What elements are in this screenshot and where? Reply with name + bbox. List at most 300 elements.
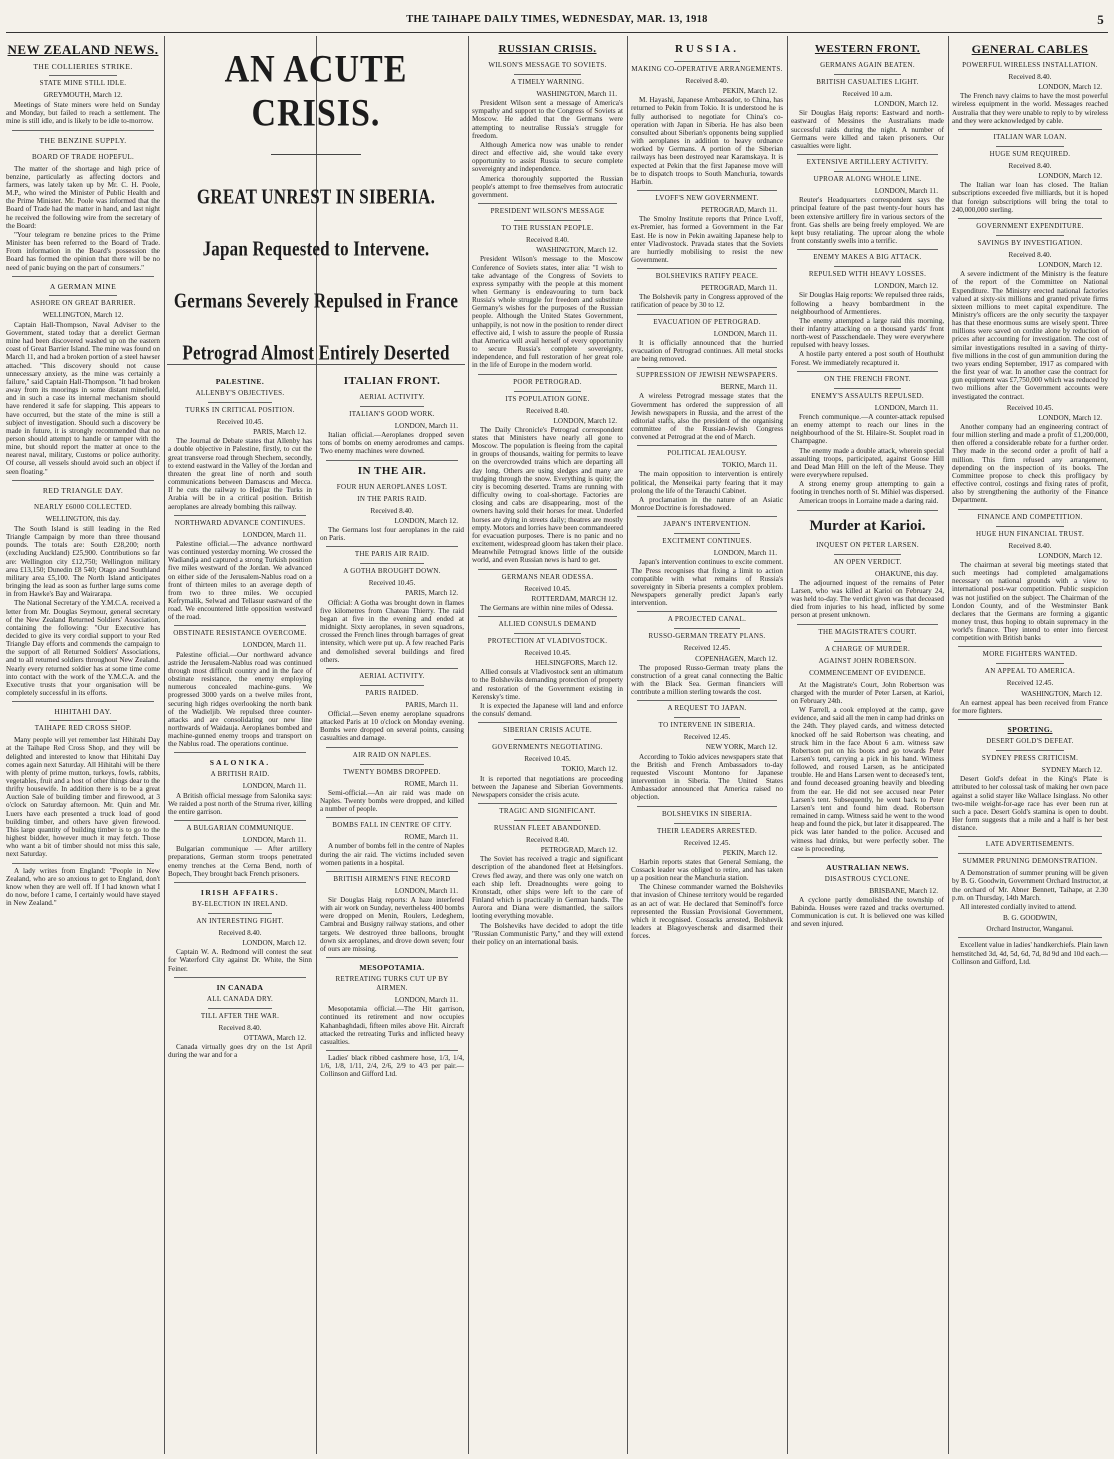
article-heading: HIHITAHI DAY. <box>54 707 112 717</box>
divider <box>797 624 938 625</box>
divider <box>637 700 777 701</box>
article-paragraph: Reuter's Headquarters correspondent says the principal feature of the past twenty-four hours has been extensive artillery fire in various sectors of the front. Gas shells are being freely employed. We are kept busy retaliating. The uproar along the whole front constantly swells into a terrific. <box>791 196 944 246</box>
divider <box>637 806 777 807</box>
divider <box>958 853 1102 854</box>
article-subheading: UPROAR ALONG WHOLE LINE. <box>813 175 922 184</box>
dateline: SYDNEY March 12. <box>1041 766 1102 775</box>
article-subheading: RUSSO-GERMAN TREATY PLANS. <box>648 632 766 641</box>
article-subheading: JAPAN'S INTERVENTION. <box>663 520 751 529</box>
article-heading: IN THE AIR. <box>357 464 427 477</box>
dateline: OTTAWA, March 12. <box>243 1033 306 1042</box>
dateline: OHAKUNE, this day. <box>874 569 938 578</box>
article-subheading: A PROJECTED CANAL. <box>667 615 747 624</box>
advert-signature: B. G. GOODWIN, <box>1002 914 1058 923</box>
article-paragraph: The Germans are within nine miles of Odessa. <box>480 603 614 612</box>
received-time: Received 12.45. <box>683 838 731 847</box>
article-subheading: PROTECTION AT VLADIVOSTOCK. <box>487 636 608 645</box>
article-subheading: THEIR LEADERS ARRESTED. <box>656 826 758 835</box>
article-paragraph: The Chinese commander warned the Bolsheviks that invasion of Chinese territory would be regarded as an act of war. He declared that Seminoff's force represented the Russian Provisional Government, which it recognised. Cossacks arrested, Bolshevik leaders at Blagovyeschensk and disarmed their forces. <box>631 883 783 941</box>
divider <box>674 533 741 534</box>
article-heading: PALESTINE. <box>215 377 265 386</box>
article-subheading: EXCITMENT CONTINUES. <box>662 537 752 546</box>
article-paragraph: The South Island is still leading in the Red Triangle Campaign by more than three thousand pounds. The totals are: South £28,200; north (excluding Auckland) £25,900. Contributions so far are: Wellington city £12,750; Wellington military area £13,150; Dunedin £8 540; Otago and Southland military area £5,100. The North Island anticipates bringing the lead as soon as further large sums come in from Hawke's Bay and Wairarapa. <box>6 524 160 599</box>
article-subheading: SUMMER PRUNING DEMONSTRATION. <box>962 857 1098 866</box>
divider <box>49 499 117 500</box>
article-paragraph: President Wilson's message to the Moscow Conference of Soviets states, inter alia: "I wish to take advantage of the Congress of Soviets to express sympathy with the people at this moment when Germany is endeavouring to turn back Russia's whole struggle for freedom and substitute Germany's wishes for the purposes of the Russian people. Although the United States Government, unhappily, is not now in the position to render direct effective aid, I wish to assure the people of Russia that America will avail herself of every opportunity to secure Russia's complete sovereignty, independence, and full restoration of her great role in the life of Europe in the modern world. <box>472 255 623 370</box>
divider <box>637 445 777 446</box>
divider <box>478 569 617 570</box>
article-paragraph: America thoroughly supported the Russian people's attempt to free themselves from autocratic government. <box>472 174 623 199</box>
article-paragraph: Canada virtually goes dry on the 1st April during the war and for a <box>168 1042 312 1060</box>
divider <box>637 367 777 368</box>
divider <box>49 75 117 76</box>
article-heading: MESOPOTAMIA. <box>359 963 425 973</box>
dateline: PARIS, March 11. <box>405 700 458 709</box>
article-subheading: GERMANS NEAR ODESSA. <box>501 572 594 581</box>
article-subheading: COMMENCEMENT OF EVIDENCE. <box>809 668 926 677</box>
article-paragraph: The adjourned inquest of the remains of Peter Larsen, who was killed at Karioi on February 24, was held to-day. The verdict given was that deceased died from injuries to his head, inflicted by some person at present unknown. <box>791 578 944 620</box>
divider <box>360 406 423 407</box>
article-paragraph: An earnest appeal has been received from France for more fighters. <box>952 698 1108 715</box>
section-heading: NEW ZEALAND NEWS. <box>7 42 159 57</box>
article-paragraph: Captain Hall-Thompson, Naval Adviser to the Government, stated today that a derelict German mine had been discovered washed up on the eastern coast of Great Barrier Island. The mine was found on March 11, and had a broken portion of a steel hawser attached. "This discovery should not cause unnecessary anxiety, as the mine was certainly a failure," said Captain Hall-Thompson. "It had broken away from its moorings in some distant minefield, and in such a case its internal mechanism should have rendered it safe for slapping. This appears to have occurred, but the state of the mine is still a subject of investigation. Should such a discovery be made in future, it is strongly recommended that no person should attempt to handle or tamper with the mine, but should report the matter at once to the nearest naval, military, Customs or police authority. Of course, all vessels should avoid such an object if seen floating." <box>6 320 160 476</box>
article-paragraph: The French navy claims to have the most powerful wireless equipment in the world. Messages reached Australia that they were unable to reply to by wireless and they were acknowledged by cable. <box>952 92 1108 125</box>
divider <box>797 371 938 372</box>
dateline: PETROGRAD, March 11. <box>701 284 777 293</box>
received-time: Received 8.40. <box>370 506 414 515</box>
divider <box>174 515 306 516</box>
article-heading: RED TRIANGLE DAY. <box>42 485 124 495</box>
article-subheading: A BULGARIAN COMMUNIQUE. <box>186 824 294 833</box>
dateline: LONDON, March 11. <box>713 329 777 338</box>
article-subheading: AGAINST JOHN ROBERSON. <box>818 656 917 665</box>
advert-signature: Orchard Instructor, Wanganui. <box>986 925 1074 934</box>
dateline: LONDON, March 12. <box>1038 551 1102 560</box>
article-subheading: TRAGIC AND SIGNIFICANT. <box>499 807 596 815</box>
article-paragraph: Although America now was unable to render direct and effective aid, she would take every opportunity to assist Russia to secure complete sovereignty and independence. <box>472 140 623 174</box>
article-paragraph: A lady writes from England: "People in New Zealand, who are so anxious to get to England, don't know when they are well off. If I had known what I do now, before I came, I certainly would have stayed in New Zealand." <box>6 866 160 908</box>
article-subheading: FINANCE AND COMPETITION. <box>977 512 1083 521</box>
divider <box>996 750 1065 751</box>
article-heading: IRISH AFFAIRS. <box>200 887 280 897</box>
article-subheading: BRITISH CASUALTIES LIGHT. <box>816 78 919 86</box>
divider <box>637 314 777 315</box>
article-subheading: A GOTHA BROUGHT DOWN. <box>343 567 441 576</box>
article-subheading: A BRITISH RAID. <box>210 770 270 779</box>
received-time: Received 12.45. <box>683 733 731 742</box>
dateline: ROME, March 11. <box>404 779 458 788</box>
article-paragraph: "Your telegram re benzine prices to the Prime Minister has been referred to the Board of Trade. From information in the Board's possession the Board has formed the opinion that there will be no need of panic buying on the part of consumers." <box>6 230 160 272</box>
article-subheading: WILSON'S MESSAGE TO SOVIETS. <box>488 61 607 69</box>
dateline: TOKIO, March 12. <box>561 765 617 774</box>
advert-paragraph: All interested cordially invited to attend. <box>960 902 1077 911</box>
article-subheading: TURKS IN CRITICAL POSITION. <box>185 406 295 414</box>
dateline: LONDON, March 12. <box>242 939 306 948</box>
sub-headline: Germans Severely Repulsed in France <box>173 288 459 313</box>
divider <box>12 701 154 702</box>
article-subheading: IN THE PARIS RAID. <box>357 494 427 503</box>
article-paragraph: A wireless Petrograd message states that the Government has ordered the suppression of all Jewish newspapers in Russia, and the arrest of the editorial staffs, also the president of the organising committee of the Russian-Jewish Congress convened at Petrograd at the end of March. <box>631 392 783 442</box>
article-subheading: AN INTERESTING FIGHT. <box>196 916 284 925</box>
received-time: Received 8.40. <box>1008 161 1052 170</box>
dateline: LONDON, March 12. <box>874 100 938 109</box>
article-paragraph: Allied consuls at Vladivostock sent an ultimatum to the Bolsheviks demanding protection of property and restoration of the Government existing in Kerensky's time. <box>472 668 623 701</box>
article-subheading: ITALIAN WAR LOAN. <box>993 132 1067 141</box>
article-subheading: ITALIAN'S GOOD WORK. <box>349 410 435 418</box>
divider <box>674 823 741 824</box>
divider <box>326 957 458 958</box>
article-subheading: REPULSED WITH HEAVY LOSSES. <box>808 270 927 279</box>
dateline: LONDON, March 12. <box>874 282 938 291</box>
column-rule <box>164 36 165 1454</box>
divider <box>797 154 938 155</box>
article-paragraph: It is reported that negotiations are proceeding between the Japanese and Siberian Governments. Newspapers consider the crisis acute. <box>472 774 623 799</box>
article-subheading: SYDNEY PRESS CRITICISM. <box>981 754 1079 763</box>
article-subheading: AN OPEN VERDICT. <box>833 557 902 566</box>
section-heading: RUSSIAN CRISIS. <box>498 43 597 55</box>
column-general-cables <box>952 40 1108 1450</box>
article-subheading: POLITICAL JEALOUSY. <box>667 449 747 458</box>
column-italian-front <box>320 372 464 1450</box>
column-rule <box>468 36 469 1454</box>
article-paragraph: The Bolshevik party in Congress approved of the ratification of peace by 30 to 12. <box>631 293 783 310</box>
divider <box>674 628 741 629</box>
article-subheading: ALL CANADA DRY. <box>206 994 274 1003</box>
article-subheading: OBSTINATE RESISTANCE OVERCOME. <box>173 629 307 638</box>
column-nz-news <box>6 40 160 1450</box>
article-subheading: A REQUEST TO JAPAN. <box>667 704 747 713</box>
dateline: LONDON, March 12. <box>553 416 617 425</box>
dateline: LONDON, March 11. <box>242 836 306 845</box>
article-paragraph: Captain W. A. Redmond will contest the seat for Waterford City against Dr. White, the Sinn Feiner. <box>168 948 312 973</box>
article-paragraph: M. Hayashi, Japanese Ambassador, to China, has returned to Pekin from Tokio. It is understood he is fully authorised to negotiate for China's co-operation with Japan in Siberia. He has also been consulted about Siberian's opponents being supplied with aeroplanes in addition to heavy ordnance worked by Germans. A portion of the Siberian railways has been destroyed near Karamskaya. It is expected at Pekin that the first Japanese move will be to dispatch troops to South Manchuria, towards Harbin. <box>631 96 783 186</box>
article-subheading: RUSSIAN FLEET ABANDONED. <box>493 824 602 832</box>
dateline: WELLINGTON, this day. <box>45 514 121 523</box>
article-paragraph: The Italian war loan has closed. The Italian subscriptions exceeded five milliards, but it is hoped that foreign subscriptions will bring the total to 240,000,000 sterling. <box>952 181 1108 214</box>
divider <box>12 863 154 864</box>
received-time: Received 8.40. <box>218 928 262 937</box>
advert-paragraph: Ladies' black ribbed cashmere hose, 1/3, 1/4, 1/6, 1/8, 1/11, 2/4, 2/6, 2/9 to 4/3 per pair.—Collinson and Gifford Ltd. <box>320 1054 464 1079</box>
divider <box>996 146 1065 147</box>
sub-headline: Japan Requested to Intervene. <box>202 236 430 261</box>
article-heading: THE COLLIERIES STRIKE. <box>33 62 133 71</box>
divider <box>797 249 938 250</box>
divider <box>174 752 306 753</box>
dateline: TOKIO, March 11. <box>721 461 777 470</box>
received-time: Received 10.45. <box>524 584 571 593</box>
article-subheading: TAIHAPE RED CROSS SHOP. <box>34 724 132 733</box>
article-subheading: ALLENBY'S OBJECTIVES. <box>195 389 285 397</box>
sub-headline: Petrograd Almost Entirely Deserted <box>182 340 450 364</box>
dateline: LONDON, March 11. <box>242 782 306 791</box>
advert-paragraph: Excellent value in ladies' handkerchiefs. Plain lawn hemstitched 3d, 4d, 5d, 6d, 7d, 8d 9d and 10d each.—Collinson and Gifford, Ltd. <box>952 941 1108 966</box>
dateline: PEKIN, March 12. <box>722 87 777 96</box>
dateline: LONDON, March 11. <box>874 403 938 412</box>
article-subheading: HUGE HUN FINANCIAL TRUST. <box>975 529 1085 538</box>
article-subheading: EXTENSIVE ARTILLERY ACTIVITY. <box>806 158 929 167</box>
article-paragraph: The main opposition to intervention is entirely political, the Menseikai party fearing that it may prolong the life of the Terauchi Cabinet. <box>631 470 783 495</box>
divider <box>834 388 901 389</box>
received-time: Received 10.45. <box>368 579 416 588</box>
newspaper-title: THE TAIHAPE DAILY TIMES, WEDNESDAY, MAR. 13, 1918 <box>406 14 708 25</box>
article-heading: SALONIKA. <box>209 758 271 768</box>
dateline: COPENHAGEN, March 12. <box>695 654 777 663</box>
article-subheading: ENEMY MAKES A BIG ATTACK. <box>813 253 922 262</box>
divider <box>326 546 458 547</box>
article-subheading: EVACUATION OF PETROGRAD. <box>653 317 761 326</box>
article-paragraph: Japan's intervention continues to excite comment. The Press recognises that fixing a limit to action compatible with what remains of Russia's sovereignty in Siberia presents a complex problem. Newspapers generally predict Japan's early intervention. <box>631 558 783 608</box>
divider <box>12 130 154 131</box>
article-subheading: ALLIED CONSULS DEMAND <box>498 619 597 628</box>
divider <box>174 625 306 626</box>
divider <box>797 510 938 511</box>
article-subheading: BRITISH AIRMEN'S FINE RECORD <box>333 874 451 883</box>
column-palestine <box>168 372 312 1450</box>
received-time: Received 10.45. <box>524 648 571 657</box>
dateline: ROTTERDAM, MARCH 12. <box>531 594 617 603</box>
article-paragraph: Bulgarian communique — After artillery preparations, German storm troops penetrated enemy trenches at the Cerna Bend, north of Bopech, They brought back French prisoners. <box>168 845 312 878</box>
article-paragraph: American troops in Lorraine made a daring raid. <box>799 497 939 506</box>
received-time: Received 8.40. <box>526 836 569 844</box>
article-heading: A GERMAN MINE <box>49 281 117 291</box>
article-paragraph: A hostile party entered a post south of Houthulst Forest. We immediately recaptured it. <box>791 350 944 367</box>
divider <box>958 646 1102 647</box>
dateline: PARIS, March 12. <box>405 589 458 598</box>
article-subheading: TO THE RUSSIAN PEOPLE. <box>501 224 594 233</box>
article-paragraph: Meetings of State miners were held on Sunday and Monday, but failed to reach a settlement. The mine is still idle, and is likely to be idle to-morrow. <box>6 101 160 126</box>
article-subheading: FOUR HUN AEROPLANES LOST. <box>336 482 448 491</box>
article-paragraph: Another company had an engineering contract of four million sterling and made a profit of £1,200,000, then offered a considerable rebate for a further order. They made in the second order a profit of half a million. This firm refused any arrangement, depending on the inspection of its books. The Committee propose to check this profligacy by effective control, costings and fixing rates of profit, also by strengthening the authority of the Finance Department. <box>952 423 1108 505</box>
dateline: LONDON, March 12. <box>1038 413 1102 422</box>
divider <box>958 719 1102 720</box>
divider <box>360 685 423 686</box>
dateline: BRISBANE, March 12. <box>869 886 938 895</box>
article-subheading: SIBERIAN CRISIS ACUTE. <box>503 726 592 735</box>
article-heading: AUSTRALIAN NEWS. <box>826 862 909 872</box>
article-paragraph: The Soviet has received a tragic and significant description of the abandoned fleet at Helsingfors. Crews fled away, and there was only one watch on each ship left. Dreadnoughts were going to Kronstadt, other ships were left to the care of Finland which is practically in German hands. The Aurora and Diana were dismantled, the sailors looting everything movable. <box>472 855 623 921</box>
dateline: LONDON, March 11. <box>394 422 458 430</box>
received-time: Received 10.45. <box>1006 403 1054 412</box>
advert-paragraph: A Demonstration of summer pruning will be given by B. G. Goodwin, Government Orchard Instructor, at the orchard of Mr. Abner Bennett, Taihape, at 2.30 p.m. on Thursday, 14th March. <box>952 869 1108 902</box>
dateline: PETROGRAD, March 12. <box>540 846 617 855</box>
section-heading: GENERAL CABLES <box>971 42 1089 56</box>
article-paragraph: Sir Douglas Haig reports: We repulsed three raids, following a heavy bombardment in the neighbourhood of Armentieres. <box>791 291 944 316</box>
article-paragraph: It is expected the Japanese will land and enforce the consuls' demand. <box>472 701 623 719</box>
dateline: PARIS, March 12. <box>253 428 306 437</box>
article-heading: Murder at Karioi. <box>809 517 926 534</box>
article-heading: SPORTING. <box>1007 725 1053 735</box>
article-paragraph: According to Tokio advices newspapers state that the British and French Ambassadors to-day requested Viscount Montono for Japanese intervention in Siberia. The United States Ambassador announced that America raised no objection. <box>631 752 783 802</box>
dateline: LONDON, March 12. <box>1038 261 1102 270</box>
divider <box>674 717 741 718</box>
article-paragraph: Palestine official.—The advance northward was continued yesterday morning. We crossed the Wadiandja and captured a strong Turkish position five miles westward of the Jordan. We advanced on either side of the Jerusalem-Nablus road on a front of thirteen miles to an average depth of from two to three miles. We occupied Kefrymalik, Selwad and Tellasur eastward of the road. We encountered little opposition westward of the road. <box>168 539 312 622</box>
received-time: Received 8.40. <box>1008 73 1052 81</box>
article-subheading: GOVERNMENT EXPENDITURE. <box>976 221 1084 230</box>
article-paragraph: The chairman at several big meetings stated that such meetings had completed amalgamations necessary on national grounds with a view to international post-war competition. Public suspicion was not justified on the subject. The Chairman of the London County, and of the Westminster Bank declares that the Germans are forming a gigantic money trust, thus hoping to obtain supremacy in the world's finance. They intend to enter into fiercest competition with British banks <box>952 560 1108 643</box>
article-paragraph: The proposed Russo-German treaty plans the construction of a great canal connecting the Baltic with the Black Sea. German financiers will contribute a million sterling towards the cost. <box>631 663 783 697</box>
divider <box>49 295 117 296</box>
article-paragraph: A cyclone partly demolished the township of Babinda. Houses were razed and tracks overturned. Communication is cut. It is believed one was killed and seven injured. <box>791 896 944 929</box>
article-paragraph: Desert Gold's defeat in the King's Plate is attributed to her colossal task of making her own pace against a solid stayer like Wallace Isinglass. No other two-mile weight-for-age race has ever been run at such a pace. Desert Gold's stamina is open to doubt. Her form suggests that a mile and a half is her best distance. <box>952 775 1108 833</box>
article-subheading: ITS POPULATION GONE. <box>505 394 590 403</box>
article-subheading: TWENTY BOMBS DROPPED. <box>343 767 441 776</box>
divider <box>174 977 306 978</box>
divider <box>637 516 777 517</box>
dateline: PETROGRAD, March 11. <box>701 206 777 215</box>
divider <box>834 641 901 642</box>
divider <box>326 460 458 461</box>
column-western-front <box>791 40 944 1450</box>
section-heading: WESTERN FRONT. <box>814 43 921 55</box>
divider <box>208 913 271 914</box>
dateline: LONDON, March 11. <box>242 530 306 539</box>
masthead <box>0 6 1114 32</box>
article-paragraph: The Journal de Debate states that Allenby has a double objective in Palestine, firstly, to cut the great transverse road through Shechem, secondly, to extend eastward in the Valley of the Jordan and threaten the great line of north and south communications between Damascus and Mecca. If he cuts the railway to Hedjaz the Turks in Arabia will be in a critical position. British aeroplanes are already bombing this railway. <box>168 437 312 511</box>
dateline: NEW YORK, March 12. <box>705 743 777 752</box>
dateline: WASHINGTON, March 11. <box>536 90 617 98</box>
article-paragraph: The enemy attempted a large raid this morning, their infantry attacking on a thousand yards' front north-west of Passchendaele. They were everywhere repulsed with heavy losses. <box>791 316 944 350</box>
divider <box>674 61 741 62</box>
article-paragraph: Sir Douglas Haig reports: A haze interfered with air work on Sunday, nevertheless 400 bombs were dropped on Menin, Roulers, Ledeghem, Cambrai and Busigny railway stations, and other targets. We destroyed three balloons, brought down six aeroplanes, and drove down seven; four of ours are missing. <box>320 896 464 953</box>
article-subheading: POOR PETROGRAD. <box>513 377 582 386</box>
headline-divider <box>271 154 360 155</box>
article-paragraph: The Bolsheviks have decided to adopt the title "Russian Communistic Party," and they will extend their policy on an international basis. <box>472 921 623 946</box>
article-paragraph: The Daily Chronicle's Petrograd correspondent states that Ministers have nearly all gone to Moscow. The population is fleeing from the capital in groups of thousands, waiting for permits to leave on the overcrowded trains which are departing all day long. Others are using sledges and many are trudging through the snow. Everything is quite; the city is becoming deserted. Trams are running with difficulty owing to coal-shortage. Factories are closing and cabs are disappearing, most of the owners having sold their horses for meat. Underfed horses are dying in streets daily; theatres are mostly empty. Motors and lorries have been commandeered for evacuation purposes. There is no panic and no excitement, widespread gloom has taken their place. Meanwhile Petrograd knows little of the outside world, and even Russian news is hard to get. <box>472 425 623 565</box>
column-rule <box>948 36 949 1454</box>
article-subheading: BOLSHEVIKS RATIFY PEACE. <box>655 272 759 281</box>
divider <box>326 747 458 748</box>
divider <box>958 937 1102 938</box>
dateline: WELLINGTON, March 12. <box>42 310 124 319</box>
article-paragraph: A strong enemy group attempting to gain a footing in trenches north of St. Mihiel was dispersed. <box>791 480 944 497</box>
article-paragraph: Official: A Gotha was brought down in flames five kilometres from Chateau Thierry. The raid began at five in the evening and ended at midnight. Sixty aeroplanes, in seven squadrons, crossed the French lines through barrages of great intensity, which were put up. A few reached Paris and demolished several buildings and fired others. <box>320 598 464 664</box>
article-subheading: GOVERNMENTS NEGOTIATING. <box>492 743 603 752</box>
divider <box>326 668 458 669</box>
dateline: WASHINGTON, March 12. <box>536 246 617 255</box>
dateline: LONDON, March 12. <box>1038 172 1102 181</box>
divider <box>514 220 580 221</box>
received-time: Received 12.45. <box>1006 679 1054 688</box>
headline-banner <box>167 40 465 364</box>
article-subheading: DISASTROUS CYCLONE. <box>824 874 911 883</box>
article-subheading: SUPPRESSION OF JEWISH NEWSPAPERS. <box>636 371 778 380</box>
article-subheading: ON THE FRENCH FRONT. <box>824 374 911 383</box>
divider <box>514 820 580 821</box>
article-subheading: A CHARGE OF MURDER. <box>824 644 911 653</box>
divider <box>478 616 617 617</box>
article-paragraph: Semi-official.—An air raid was made on Naples. Twenty bombs were dropped, and killed a number of people. <box>320 788 464 814</box>
divider <box>12 480 154 481</box>
article-subheading: AIR RAID ON NAPLES. <box>352 750 432 759</box>
article-subheading: MORE FIGHTERS WANTED. <box>982 650 1078 659</box>
article-paragraph: Palestine official.—Our northward advance astride the Jerusalem-Nablus road was continued through most difficult country and in the face of obstinate resistance, the enemy employing numerous concealed machine-guns. We progressed 3000 yards on a twelve miles front, securing high ridges overlooking the north bank of the Wadieljib. We repulsed three counter-attacks and are consolidating our new line northwards of Waidauja. Aeroplanes bombed and machine-gunned enemy troops and transport on the Nablus road. The operations continue. <box>168 650 312 749</box>
divider <box>834 171 901 172</box>
article-subheading: BOLSHEVIKS IN SIBERIA. <box>661 809 753 818</box>
article-paragraph: The matter of the shortage and high price of benzine, particularly as affecting doctors and farmers, was lately taken up by Mr. C. H. Poole, M.P., who wired the Minister of Public Health and the Prime Minister. Mr. Poole was informed that the Board of Trade had the matter in hand, and last night he received the following wire from the secretary of the Board: <box>6 164 160 230</box>
article-paragraph: President Wilson sent a message of America's sympathy and support to the Congress of Soviets at Moscow. He added that the Germans were attempting to neutralise Russia's struggle for freedom. <box>472 99 623 140</box>
divider <box>208 1008 271 1009</box>
article-paragraph: The National Secretary of the Y.M.C.A. received a letter from Mr. Douglas Seymour, general secretary of the New Zealand Returned Soldiers' Association, containing the following: "Our Executive has decided to give its very cordial support to your Red Triangle Day efforts and commends the campaign to the support of all Returned Soldiers' Associations, and to all returned soldiers throughout New Zealand. Nearly every returned soldier has at some time come into contact with the work of the Y.M.C.A. and the Executive trusts that your organisation will be completely successful in its efforts. <box>6 599 160 698</box>
dateline: LONDON, March 11. <box>713 549 777 558</box>
article-paragraph: The Smolny Institute reports that Prince Lvoff, ex-Premier, has formed a Government in the Far East. He is now in Pekin awaiting Japanese help to enter Vladivostock. Pravada states that the Soviets are hurriedly mobilising to resist the new Government. <box>631 215 783 264</box>
article-paragraph: French communique.—A counter-attack repulsed an enemy attempt to reach our lines in the neighbourhood of the St. Hilaire-St. Souplet road in Champagne. <box>791 412 944 446</box>
divider <box>834 74 901 75</box>
received-time: Received 10 a.m. <box>842 90 893 98</box>
dateline: LONDON, March 11. <box>242 641 306 650</box>
article-subheading: BOARD OF TRADE HOPEFUL. <box>31 152 135 161</box>
sub-headline: GREAT UNREST IN SIBERIA. <box>196 184 436 209</box>
divider <box>208 402 271 403</box>
article-subheading: SAVINGS BY INVESTIGATION. <box>977 238 1083 247</box>
column-russia <box>631 40 783 1450</box>
dateline: LONDON, March 12. <box>394 516 458 525</box>
received-time: Received 12.45. <box>683 644 731 653</box>
article-subheading: ENEMY'S ASSAULTS REPULSED. <box>811 391 924 400</box>
article-paragraph: A number of bombs fell in the centre of Naples during the air raid. The victims included seven women patients in a hospital. <box>320 842 464 867</box>
article-subheading: GERMANS AGAIN BEATEN. <box>820 61 915 69</box>
article-subheading: POWERFUL WIRELESS INSTALLATION. <box>962 61 1098 69</box>
divider <box>996 526 1065 527</box>
divider <box>360 764 423 765</box>
divider <box>514 391 580 392</box>
dateline: ROME, March 11. <box>404 833 458 842</box>
article-paragraph: A proclamation in the nature of an Asiatic Monroe Doctrine is foreshadowed. <box>631 495 783 513</box>
article-subheading: AERIAL ACTIVITY. <box>359 671 425 680</box>
divider <box>49 720 117 721</box>
article-subheading: THE PARIS AIR RAID. <box>354 550 430 559</box>
article-subheading: NEARLY £6000 COLLECTED. <box>34 502 132 511</box>
divider <box>326 817 458 818</box>
dateline: LONDON, March 11. <box>394 996 458 1005</box>
divider <box>637 190 777 191</box>
section-heading: RUSSIA. <box>674 43 740 55</box>
article-paragraph: It is officially announced that the hurried evacuation of Petrograd continues. All metal stocks are being removed. <box>631 338 783 364</box>
article-paragraph: Harbin reports states that General Semiang, the Cossack leader was obliged to retire, and has taken up a position near the Manchuria station. <box>631 857 783 883</box>
article-subheading: PARIS RAIDED. <box>365 688 419 697</box>
article-subheading: RETREATING TURKS CUT UP BY AIRMEN. <box>335 975 449 993</box>
divider <box>326 871 458 872</box>
column-russian-crisis <box>472 40 623 1450</box>
article-paragraph: A severe indictment of the Ministry is the feature of the report of the Committee on National Expenditure. The Ministry erected national factories valued at sixty-six millions and granted private firms sixteen millions to meet capital expenditure. The Ministry's officers are the only security the taxpayer has that these enormous sums are wisely spent. Three millions were saved on cordite alone by reduction of prices after accounting for investigation. The cost of similar investigations resulted in a saving of thirty-five millions in the cost of gun ammunition during the two years ending September, 1917 as compared with the first year of war. In another case the contract for gun equipment was £7,750,000 which was reduced by two millions after the Government accounts were investigated the contract. <box>952 270 1108 401</box>
divider <box>996 663 1065 664</box>
article-paragraph: Official.—Seven enemy aeroplane squadrons attacked Paris at 10 o'clock on Monday evening. Bombs were dropped on several points, causing casualties and damage. <box>320 709 464 743</box>
column-rule <box>627 36 628 1454</box>
divider <box>49 149 117 150</box>
received-time: Received 8.40. <box>526 406 569 415</box>
divider <box>174 820 306 821</box>
article-subheading: TILL AFTER THE WAR. <box>200 1011 280 1020</box>
article-subheading: DESERT GOLD'S DEFEAT. <box>986 737 1074 746</box>
dateline: BERNE, March 11. <box>720 383 777 392</box>
received-time: Received 8.40. <box>218 1023 262 1032</box>
article-paragraph: Mesopotamia official.—The Hit garrison, continued its retirement and now occupies Kahanbaghdadi, fifteen miles above Hit. Aircraft attacked the retreating Turks and inflicted heavy casualties. <box>320 1005 464 1046</box>
article-subheading: BY-ELECTION IN IRELAND. <box>192 899 288 908</box>
dateline: HELSINGFORS, March 12. <box>535 659 617 668</box>
article-subheading: HUGE SUM REQUIRED. <box>989 149 1071 158</box>
dateline: LONDON, March 12. <box>1038 83 1102 92</box>
divider <box>996 235 1065 236</box>
masthead-rule <box>6 32 1108 33</box>
dateline: PEKIN, March 12. <box>722 848 777 857</box>
main-headline: AN ACUTE CRISIS. <box>224 48 408 135</box>
divider <box>797 857 938 858</box>
divider <box>637 268 777 269</box>
article-subheading: ASHORE ON GREAT BARRIER. <box>30 298 136 307</box>
article-subheading: THE MAGISTRATE'S COURT. <box>818 627 917 636</box>
divider <box>958 129 1102 130</box>
divider <box>834 554 901 555</box>
received-time: Received 10.45. <box>216 418 264 426</box>
